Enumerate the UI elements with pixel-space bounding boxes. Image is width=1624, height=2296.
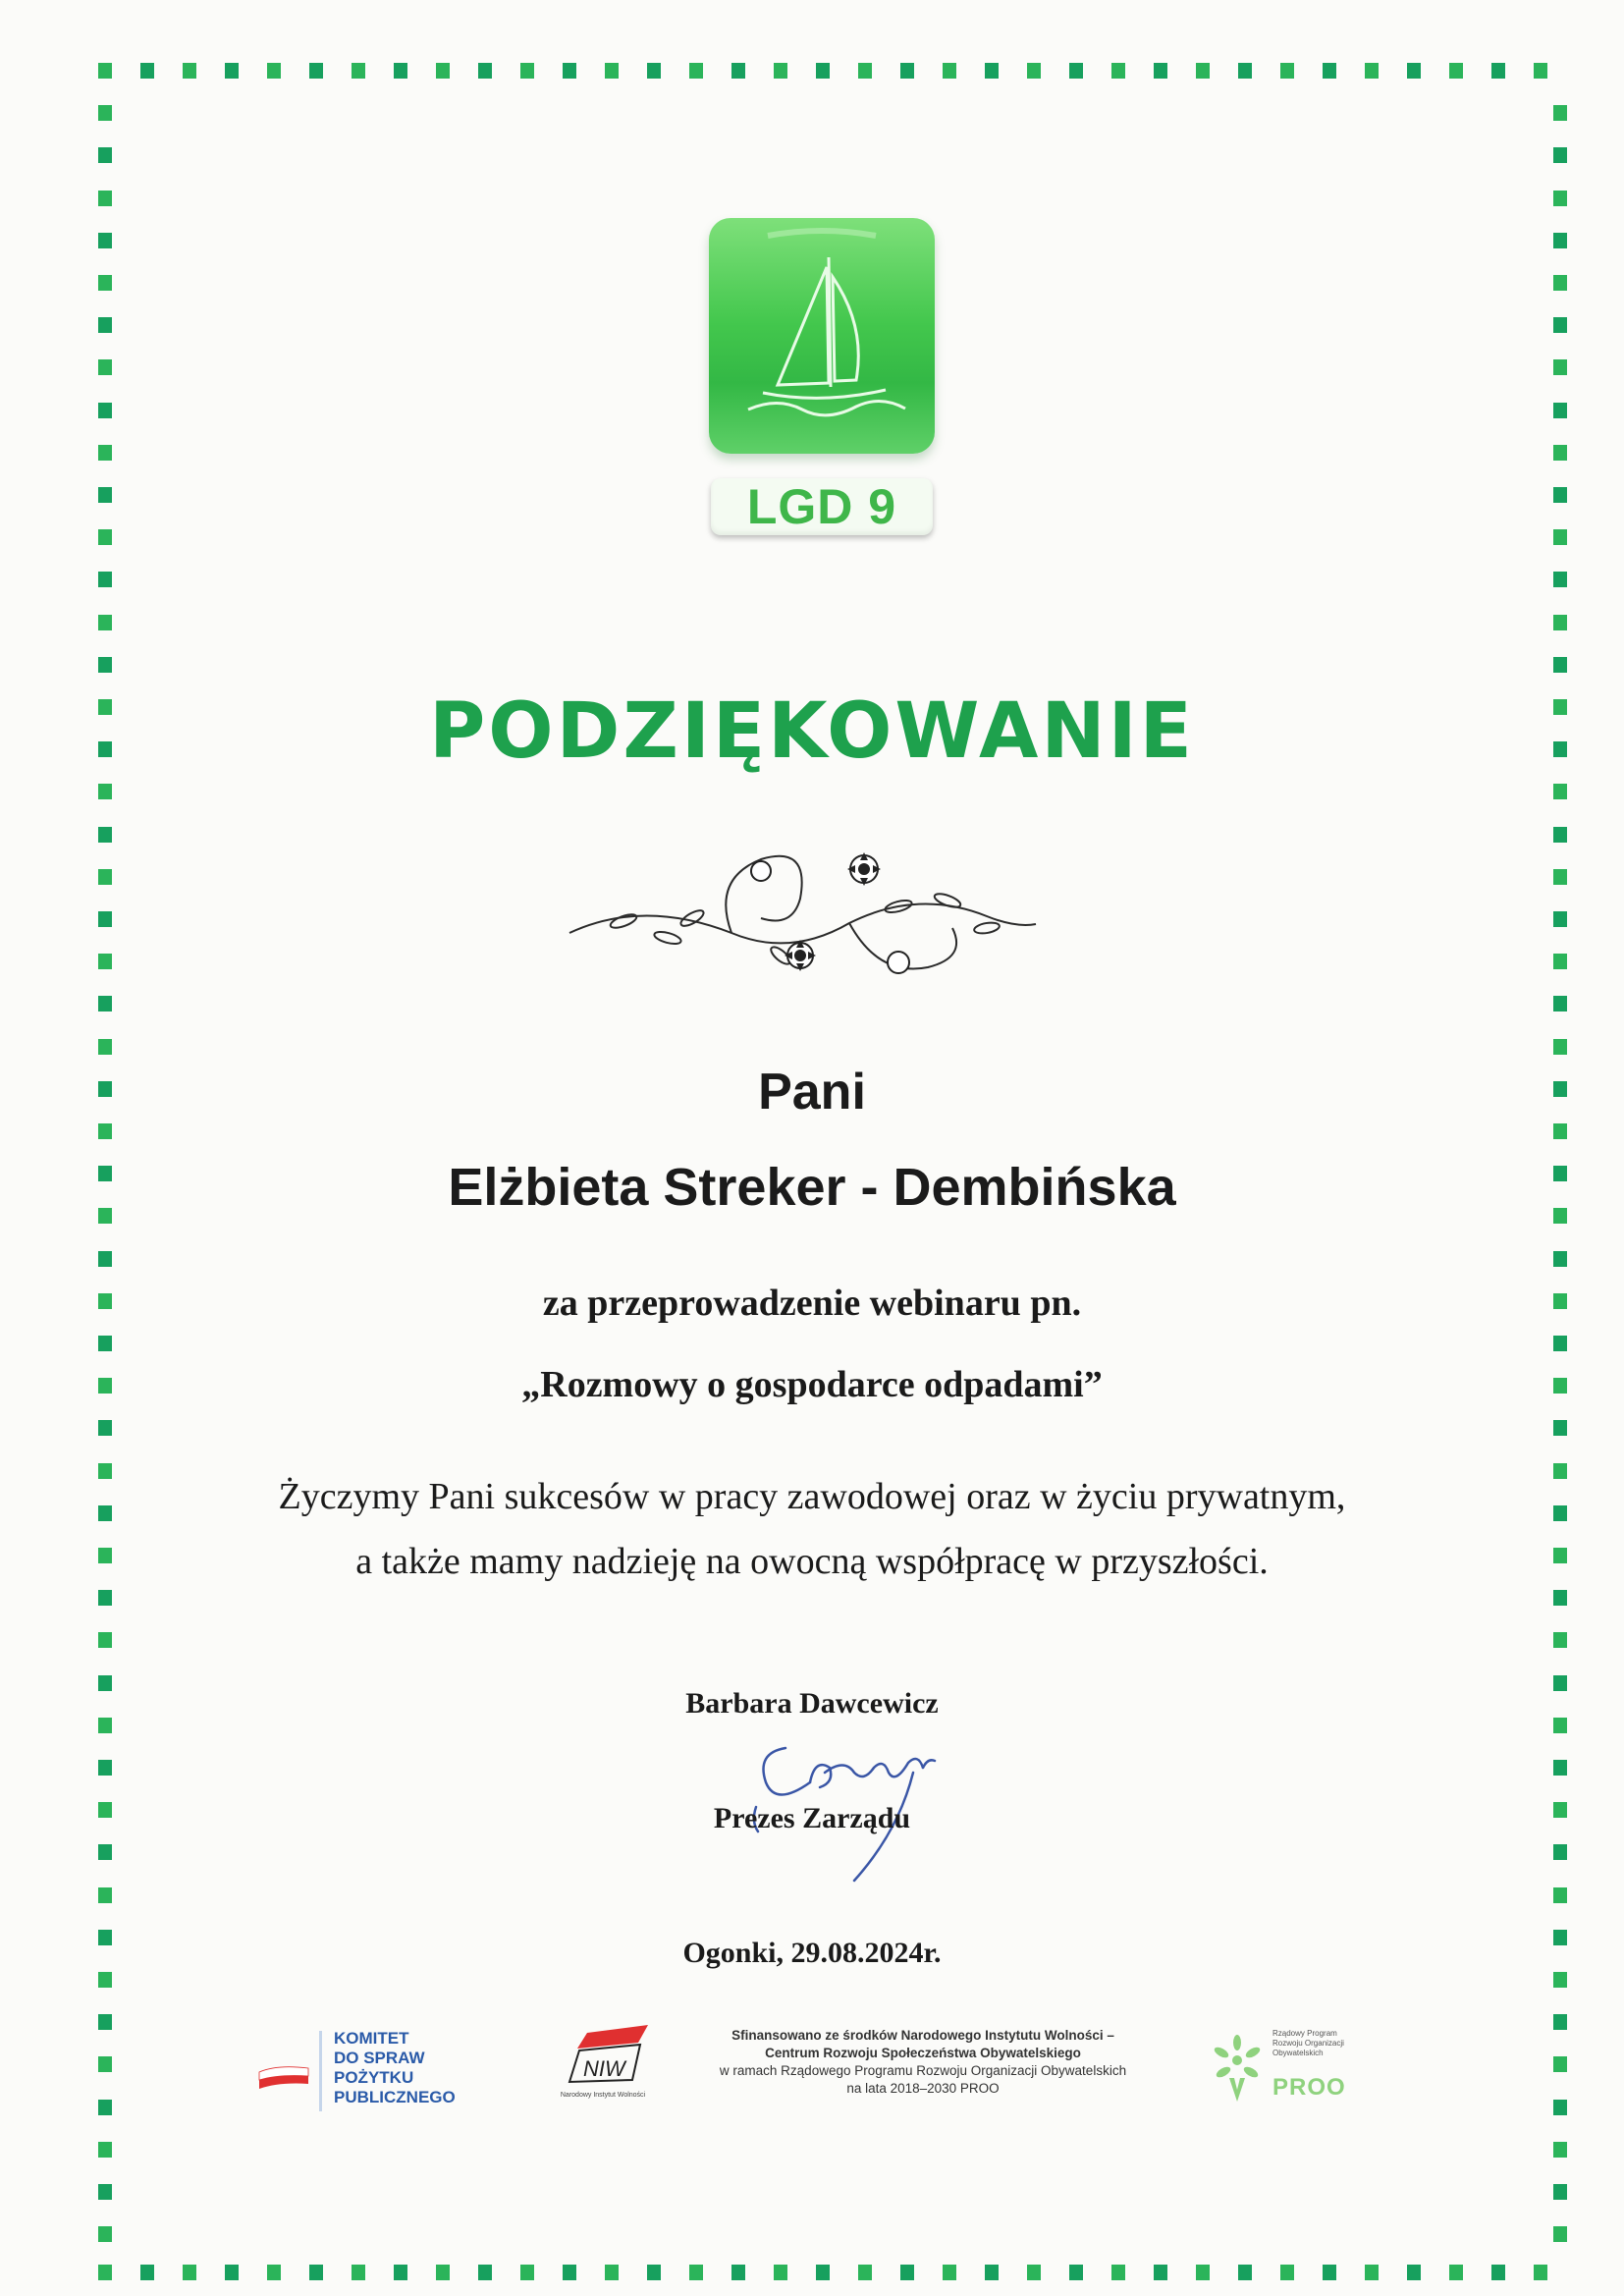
border-dot [1553,1760,1567,1776]
proo-small-line: Rządowy Program [1272,2029,1337,2038]
komitet-line: POŻYTKU [334,2068,414,2087]
salutation: Pani [758,1064,866,1121]
border-dot [98,572,112,587]
border-dot [1407,63,1421,79]
border-dot [1553,657,1567,673]
border-dot [647,63,661,79]
border-dot [1365,2265,1379,2280]
niw-caption: Narodowy Instytut Wolności [560,2092,646,2099]
funding-line: w ramach Rządowego Programu Rozwoju Organizacji Obywatelskich [719,2063,1127,2078]
border-dot [98,191,112,206]
border-dot [816,63,830,79]
polish-flag-icon [257,2062,310,2092]
border-dot [858,2265,872,2280]
border-dot [1553,317,1567,333]
border-dot [774,2265,787,2280]
border-dot [98,1632,112,1648]
border-dot [816,2265,830,2280]
komitet-line: DO SPRAW [334,2049,425,2067]
border-dot [267,2265,281,2280]
border-dot [1553,445,1567,461]
border-dot [1553,487,1567,503]
border-dot [1553,954,1567,969]
border-dot [98,1251,112,1267]
border-dot [1323,2265,1336,2280]
border-dot [394,2265,407,2280]
border-dot [1553,996,1567,1011]
proo-small-line: Rozwoju Organizacji [1272,2039,1344,2048]
body-line-1: za przeprowadzenie webinaru pn. [542,1283,1082,1324]
recipient-name: Elżbieta Streker - Dembińska [448,1158,1176,1217]
border-dot [436,2265,450,2280]
border-dot [352,2265,365,2280]
signatory-name: Barbara Dawcewicz [685,1687,939,1720]
border-dot [605,63,619,79]
border-dot [1553,1336,1567,1351]
border-dot [98,317,112,333]
border-dot [1553,105,1567,121]
border-dot [1491,2265,1505,2280]
place-date: Ogonki, 29.08.2024r. [682,1937,942,1969]
border-dot [647,2265,661,2280]
border-dot [520,2265,534,2280]
border-dot [1280,63,1294,79]
border-dot [774,63,787,79]
border-dot [1111,63,1125,79]
floral-ornament-icon [565,840,1056,1007]
border-dot [98,1972,112,1988]
border-dot [98,657,112,673]
border-dot [1238,2265,1252,2280]
border-dot [98,275,112,291]
border-dot [98,2265,112,2280]
funding-notice [697,2027,1149,2098]
border-dot [1449,2265,1463,2280]
border-dot [1553,403,1567,418]
komitet-divider [319,2031,322,2111]
sailboat-icon [709,218,935,454]
certificate-title: PODZIĘKOWANIE [429,687,1195,776]
border-dot [98,1590,112,1606]
border-dot [1027,63,1041,79]
komitet-logo-text [334,2029,501,2107]
border-dot [1553,275,1567,291]
border-dot [1553,147,1567,163]
proo-label: PROO [1272,2074,1346,2101]
border-dot [1553,233,1567,248]
border-dot [98,869,112,885]
border-dot [563,2265,576,2280]
border-dot [1553,1632,1567,1648]
proo-logo-icon [1208,2031,1267,2109]
border-dot [98,403,112,418]
funding-line: na lata 2018–2030 PROO [846,2081,1000,2096]
border-dot [225,2265,239,2280]
border-dot [98,2142,112,2158]
border-dot [436,63,450,79]
border-dot [98,1123,112,1139]
border-dot [98,63,112,79]
border-dot [1365,63,1379,79]
border-dot [1553,2184,1567,2200]
border-dot [1323,63,1336,79]
border-dot [1238,63,1252,79]
border-dot [98,1887,112,1903]
border-dot [98,105,112,121]
border-dot [1154,2265,1167,2280]
border-dot [98,1336,112,1351]
border-dot [1553,911,1567,927]
border-dot [1553,2226,1567,2242]
border-dot [309,63,323,79]
lgd9-label: LGD 9 [711,478,933,535]
border-dot [1553,359,1567,375]
border-dot [98,827,112,843]
border-dot [1553,869,1567,885]
border-dot [1553,784,1567,799]
border-dot [98,1420,112,1436]
border-dot [1534,63,1547,79]
border-dot [267,63,281,79]
border-dot [520,63,534,79]
border-dot [1553,615,1567,630]
border-dot [98,359,112,375]
border-dot [98,529,112,545]
komitet-line: KOMITET [334,2029,409,2048]
border-dot [1027,2265,1041,2280]
border-dot [98,2184,112,2200]
border-dot [1553,1420,1567,1436]
proo-small-text [1272,2029,1371,2058]
border-dot [689,63,703,79]
border-dot [98,147,112,163]
border-dot [1553,572,1567,587]
webinar-title: „Rozmowy o gospodarce odpadami” [521,1364,1103,1405]
border-dot [1196,2265,1210,2280]
border-dot [1553,191,1567,206]
sailboat-logo-tile [709,218,935,454]
border-dot [1553,529,1567,545]
border-dot [1407,2265,1421,2280]
niw-logo-icon [550,2023,658,2092]
border-dot [689,2265,703,2280]
proo-small-line: Obywatelskich [1272,2049,1324,2057]
border-dot [731,2265,745,2280]
border-dot [1553,1590,1567,1606]
border-dot [225,63,239,79]
komitet-line: PUBLICZNEGO [334,2088,456,2106]
border-dot [98,445,112,461]
border-dot [1553,1844,1567,1860]
border-dot [943,63,956,79]
border-dot [858,63,872,79]
border-dot [1280,2265,1294,2280]
border-dot [943,2265,956,2280]
border-dot [98,954,112,969]
border-dot [98,996,112,1011]
border-dot [1553,827,1567,843]
border-dot [1553,1123,1567,1139]
border-dot [900,2265,914,2280]
border-dot [1553,1039,1567,1055]
border-dot [1553,1887,1567,1903]
border-dot [1553,1972,1567,1988]
border-dot [1111,2265,1125,2280]
funding-line: Centrum Rozwoju Społeczeństwa Obywatelskiego [765,2046,1081,2060]
border-dot [1449,63,1463,79]
lgd9-logo [699,218,945,552]
border-dot [98,911,112,927]
funding-line: Sfinansowano ze środków Narodowego Instytutu Wolności – [731,2028,1114,2043]
border-dot [98,1844,112,1860]
signatory-role: Prezes Zarządu [713,1802,911,1834]
border-dot [1553,1251,1567,1267]
border-dot [1069,2265,1083,2280]
border-dot [900,63,914,79]
border-dot [1491,63,1505,79]
border-dot [98,784,112,799]
border-dot [1196,63,1210,79]
border-dot [98,1760,112,1776]
border-dot [605,2265,619,2280]
border-dot [98,2226,112,2242]
border-dot [731,63,745,79]
border-dot [985,2265,999,2280]
border-dot [309,2265,323,2280]
border-dot [140,2265,154,2280]
body-line-4: a także mamy nadzieję na owocną współpracę w przyszłości. [355,1541,1269,1582]
border-dot [1154,63,1167,79]
border-dot [478,63,492,79]
border-dot [563,63,576,79]
border-dot [98,615,112,630]
border-dot [1069,63,1083,79]
sponsor-footer [0,2013,1624,2131]
body-line-3: Życzymy Pani sukcesów w pracy zawodowej oraz w życiu prywatnym, [278,1476,1346,1517]
border-dot [1553,2142,1567,2158]
border-dot [394,63,407,79]
border-dot [1534,2265,1547,2280]
border-dot [352,63,365,79]
border-dot [183,63,196,79]
border-dot [98,487,112,503]
border-dot [478,2265,492,2280]
niw-label: NIW [583,2056,625,2081]
border-dot [98,1039,112,1055]
border-dot [140,63,154,79]
border-dot [183,2265,196,2280]
border-dot [98,233,112,248]
border-dot [985,63,999,79]
